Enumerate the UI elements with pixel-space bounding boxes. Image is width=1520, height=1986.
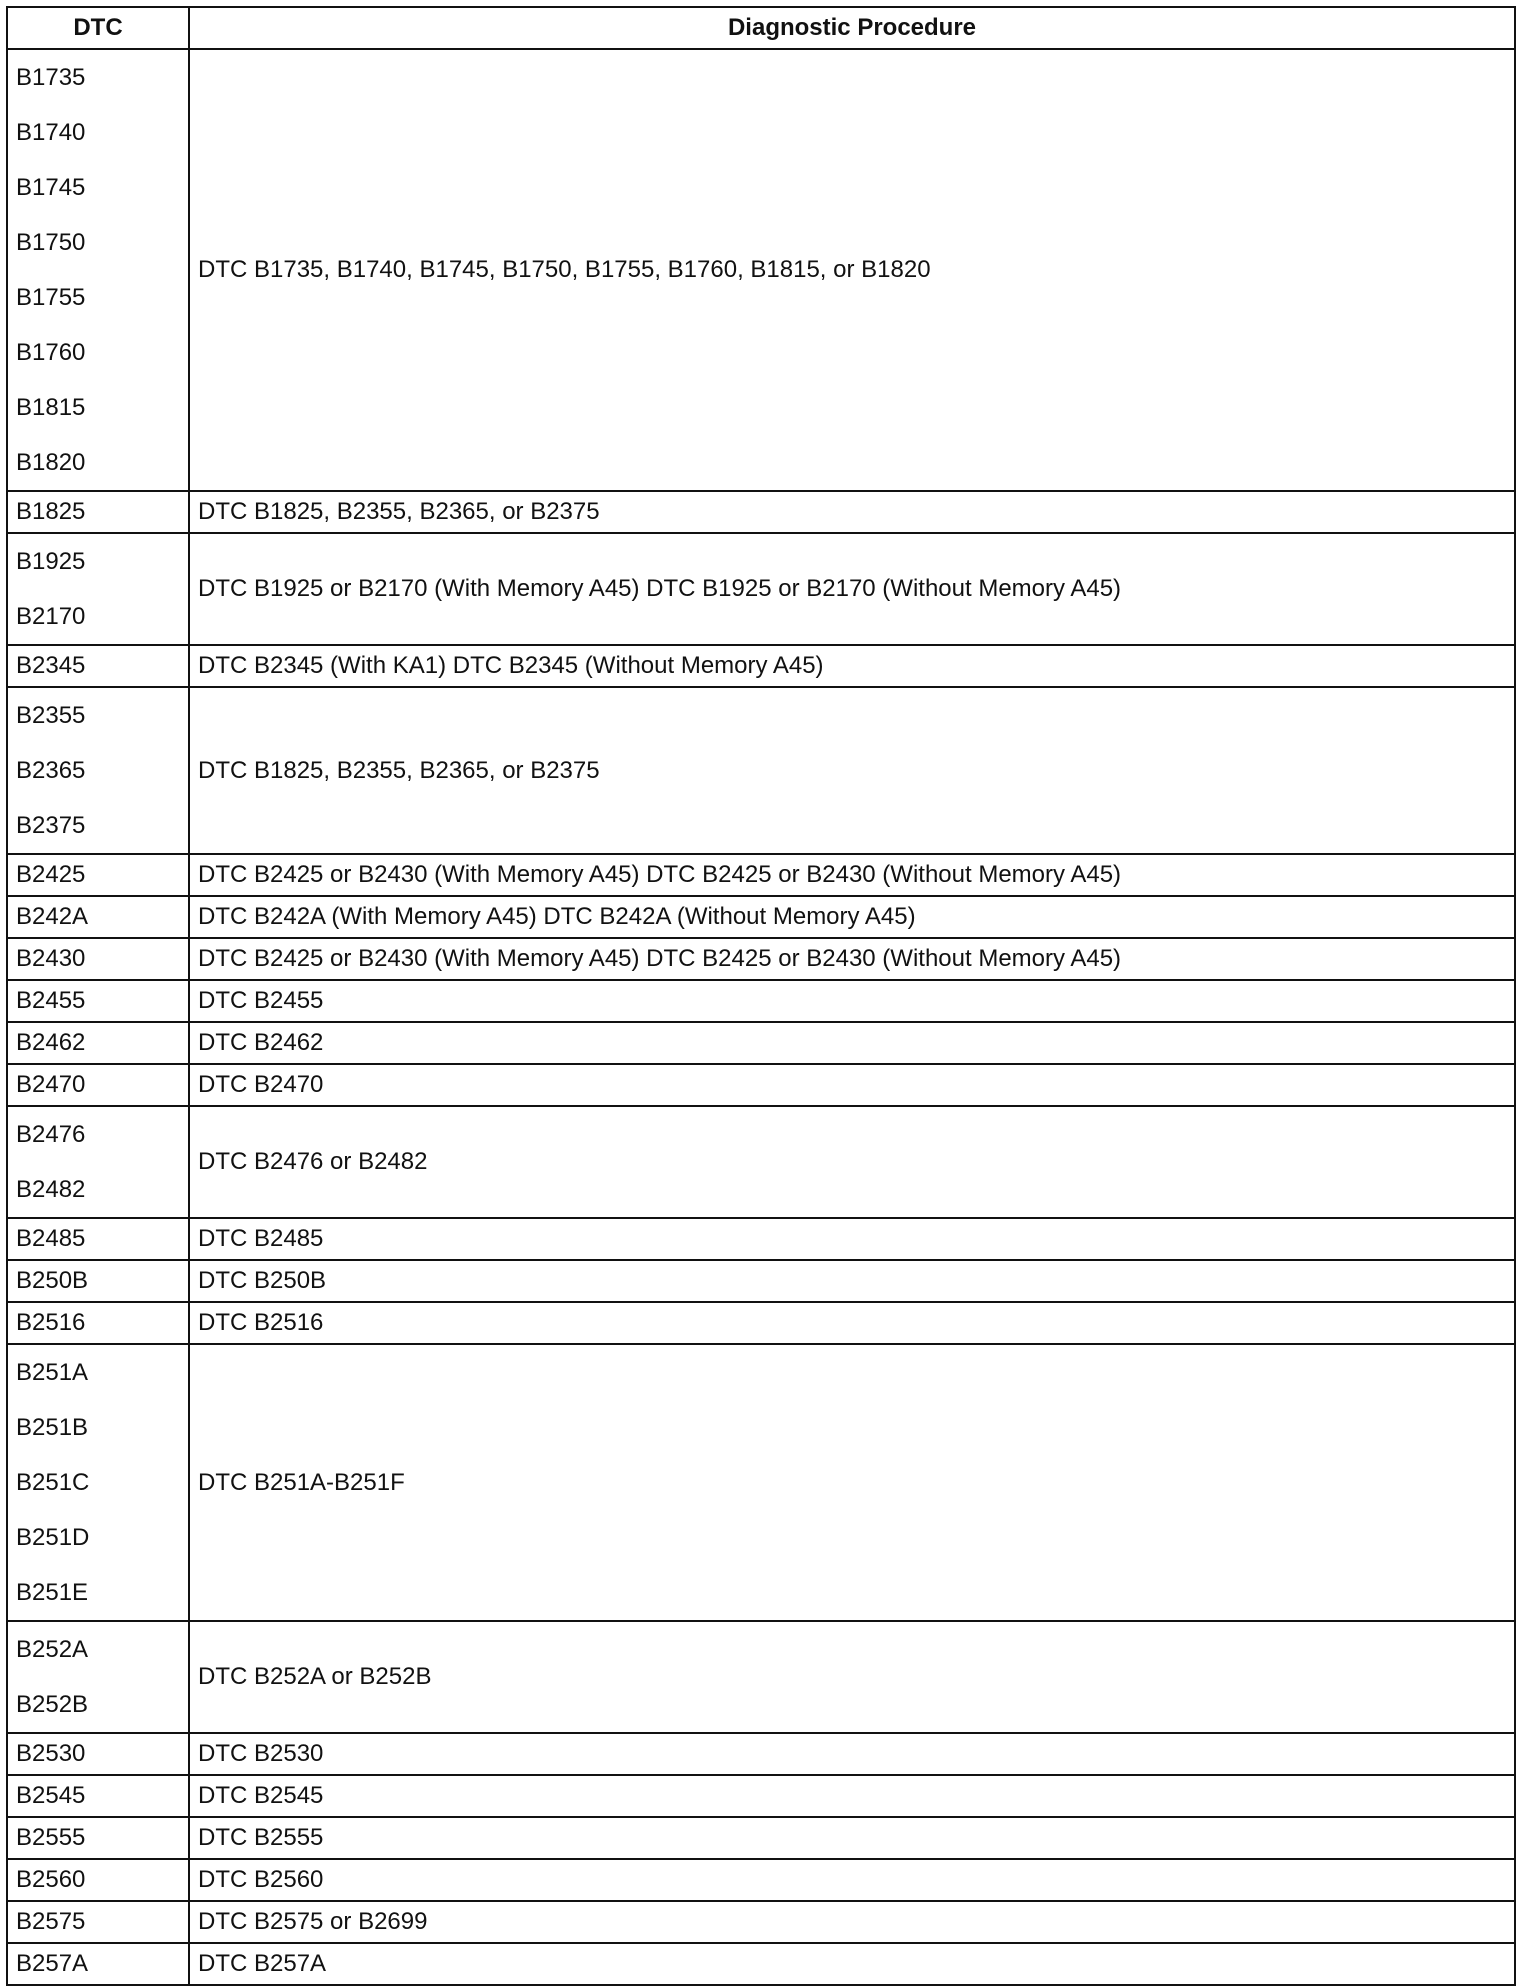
table-row (7, 1943, 1515, 1985)
procedure-link-text: DTC B2555 (198, 1824, 324, 1851)
procedure-cell (189, 1302, 1515, 1344)
table-row (7, 1817, 1515, 1859)
dtc-code: B252A (16, 1636, 89, 1663)
dtc-code-cell (7, 687, 189, 854)
table-row (7, 1260, 1515, 1302)
table-row (7, 491, 1515, 533)
table-row (7, 645, 1515, 687)
procedure-link-text: DTC B2485 (198, 1225, 324, 1252)
procedure-cell (189, 1901, 1515, 1943)
dtc-code-cell (7, 938, 189, 980)
dtc-code: B2430 (16, 945, 86, 972)
procedure-link-text: DTC B2345 (With KA1) DTC B2345 (Without Memory A45) (198, 652, 824, 679)
procedure-link-text: DTC B2462 (198, 1029, 324, 1056)
dtc-code: B1735 (16, 64, 86, 91)
dtc-code-cell (7, 854, 189, 896)
table-row (7, 1621, 1515, 1733)
procedure-cell (189, 1733, 1515, 1775)
procedure-cell (189, 533, 1515, 645)
table-row (7, 1775, 1515, 1817)
procedure-link-text: DTC B252A or B252B (198, 1663, 432, 1690)
dtc-code: B2462 (16, 1029, 86, 1056)
dtc-code: B2455 (16, 987, 86, 1014)
dtc-code: B251C (16, 1469, 90, 1496)
table-row (7, 533, 1515, 645)
dtc-code: B251E (16, 1579, 89, 1606)
dtc-code: B2425 (16, 861, 86, 888)
dtc-code: B250B (16, 1267, 89, 1294)
dtc-code: B2482 (16, 1176, 86, 1203)
table-row (7, 1022, 1515, 1064)
table-row (7, 1733, 1515, 1775)
dtc-code: B2345 (16, 652, 86, 679)
dtc-code-cell (7, 1302, 189, 1344)
procedure-link-text: DTC B2425 or B2430 (With Memory A45) DTC B2425 or B2430 (Without Memory A45) (198, 861, 1122, 888)
dtc-code: B2375 (16, 812, 86, 839)
dtc-code: B2476 (16, 1121, 86, 1148)
procedure-cell (189, 1260, 1515, 1302)
table-row (7, 980, 1515, 1022)
dtc-code: B1745 (16, 174, 86, 201)
procedure-link-text: DTC B242A (With Memory A45) DTC B242A (Without Memory A45) (198, 903, 916, 930)
procedure-cell (189, 854, 1515, 896)
table-row (7, 1901, 1515, 1943)
dtc-code: B1815 (16, 394, 86, 421)
dtc-code: B1755 (16, 284, 86, 311)
procedure-link-text: DTC B2516 (198, 1309, 324, 1336)
dtc-code: B2485 (16, 1225, 86, 1252)
table-row (7, 1859, 1515, 1901)
table-body (7, 49, 1515, 1985)
procedure-cell (189, 1859, 1515, 1901)
dtc-code: B2516 (16, 1309, 86, 1336)
dtc-code-cell (7, 980, 189, 1022)
dtc-code: B2560 (16, 1866, 86, 1893)
procedure-link-text: DTC B2530 (198, 1740, 324, 1767)
dtc-code-cell (7, 1218, 189, 1260)
dtc-code: B252B (16, 1691, 89, 1718)
dtc-column-header: DTC (7, 7, 189, 49)
table-row (7, 1302, 1515, 1344)
procedure-cell (189, 938, 1515, 980)
dtc-code-cell (7, 1733, 189, 1775)
dtc-code: B257A (16, 1950, 89, 1977)
dtc-code: B1825 (16, 498, 86, 525)
dtc-table (6, 6, 1516, 1986)
dtc-code-cell (7, 896, 189, 938)
dtc-code: B251A (16, 1359, 89, 1386)
table-row (7, 938, 1515, 980)
dtc-code: B1820 (16, 449, 86, 476)
table-row (7, 1344, 1515, 1621)
dtc-code-cell (7, 1064, 189, 1106)
procedure-link-text: DTC B1825, B2355, B2365, or B2375 (198, 756, 600, 784)
procedure-link-text: DTC B2545 (198, 1782, 324, 1809)
dtc-code-cell (7, 1901, 189, 1943)
table-row (7, 687, 1515, 854)
dtc-code: B251B (16, 1414, 89, 1441)
dtc-code: B1760 (16, 339, 86, 366)
dtc-code: B2470 (16, 1071, 86, 1098)
table-row (7, 1064, 1515, 1106)
procedure-link-text: DTC B251A-B251F (198, 1468, 405, 1496)
procedure-cell (189, 1218, 1515, 1260)
procedure-link-text: DTC B2425 or B2430 (With Memory A45) DTC B2425 or B2430 (Without Memory A45) (198, 945, 1122, 972)
dtc-code: B2530 (16, 1740, 86, 1767)
procedure-cell (189, 687, 1515, 854)
procedure-cell (189, 1775, 1515, 1817)
dtc-code-cell (7, 1859, 189, 1901)
procedure-cell (189, 896, 1515, 938)
procedure-cell (189, 1943, 1515, 1985)
dtc-code: B251D (16, 1524, 90, 1551)
dtc-code-cell (7, 1344, 189, 1621)
procedure-link-text: DTC B1925 or B2170 (With Memory A45) DTC B1925 or B2170 (Without Memory A45) (198, 575, 1122, 602)
dtc-code: B2355 (16, 702, 86, 729)
dtc-code: B1750 (16, 229, 86, 256)
table-header (7, 7, 1515, 49)
dtc-code-cell (7, 1943, 189, 1985)
procedure-link-text: DTC B1735, B1740, B1745, B1750, B1755, B1760, B1815, or B1820 (198, 256, 931, 283)
dtc-code-cell (7, 1260, 189, 1302)
procedure-link-text: DTC B2455 (198, 987, 324, 1014)
procedure-cell (189, 1344, 1515, 1621)
procedure-cell (189, 49, 1515, 491)
dtc-code: B2555 (16, 1824, 86, 1851)
header-row (7, 7, 1515, 49)
table-row (7, 49, 1515, 491)
procedure-cell (189, 1064, 1515, 1106)
dtc-code: B1740 (16, 119, 86, 146)
dtc-code-cell (7, 1022, 189, 1064)
procedure-link-text: DTC B2470 (198, 1071, 324, 1098)
procedure-cell (189, 980, 1515, 1022)
procedure-column-header: Diagnostic Procedure (189, 7, 1515, 49)
dtc-code-cell (7, 1621, 189, 1733)
procedure-cell (189, 1022, 1515, 1064)
dtc-code: B2575 (16, 1908, 86, 1935)
procedure-link-text: DTC B257A (198, 1950, 327, 1977)
dtc-code: B2365 (16, 757, 86, 784)
table-row (7, 1106, 1515, 1218)
procedure-cell (189, 1621, 1515, 1733)
dtc-code-cell (7, 1817, 189, 1859)
dtc-code: B1925 (16, 548, 86, 575)
procedure-cell (189, 491, 1515, 533)
dtc-code-cell (7, 1106, 189, 1218)
table-row (7, 896, 1515, 938)
dtc-code: B242A (16, 903, 89, 930)
dtc-code-cell (7, 1775, 189, 1817)
table-row (7, 854, 1515, 896)
dtc-code: B2545 (16, 1782, 86, 1809)
procedure-cell (189, 1817, 1515, 1859)
procedure-link-text: DTC B2476 or B2482 (198, 1148, 428, 1175)
dtc-code: B2170 (16, 603, 86, 630)
procedure-link-text: DTC B2560 (198, 1866, 324, 1893)
dtc-code-cell (7, 491, 189, 533)
table-row (7, 1218, 1515, 1260)
dtc-code-cell (7, 49, 189, 491)
procedure-link-text: DTC B1825, B2355, B2365, or B2375 (198, 498, 600, 525)
procedure-link-text: DTC B2575 or B2699 (198, 1908, 428, 1935)
dtc-code-cell (7, 645, 189, 687)
procedure-link-text: DTC B250B (198, 1267, 327, 1294)
dtc-code-cell (7, 533, 189, 645)
procedure-cell (189, 1106, 1515, 1218)
procedure-cell (189, 645, 1515, 687)
